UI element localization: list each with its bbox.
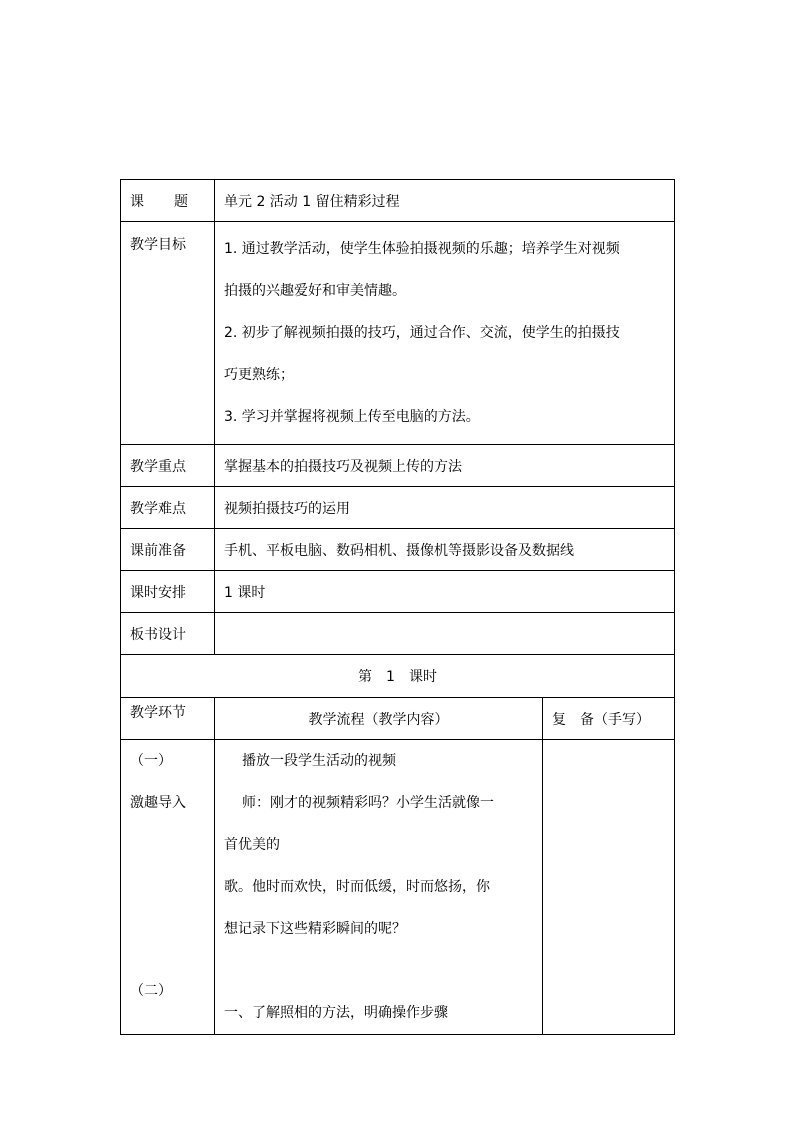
goals-label: 教学目标 (121, 222, 215, 445)
lesson-header-row (121, 655, 675, 698)
topic-row (121, 180, 675, 222)
stage-1-name: 激趣导入 (130, 795, 186, 811)
process-row (121, 740, 675, 1035)
schedule-row (121, 571, 675, 613)
stage-2-number: （二） (130, 983, 172, 999)
goals-row (121, 222, 675, 445)
board-label: 板书设计 (121, 613, 215, 655)
notes-header: 复 备（手写） (543, 698, 675, 740)
preparation-value: 手机、平板电脑、数码相机、摄像机等摄影设备及数据线 (215, 529, 675, 571)
stage-column (121, 740, 215, 1035)
schedule-value: 1 课时 (215, 571, 675, 613)
flow-column (215, 740, 543, 1035)
difficulties-value: 视频拍摄技巧的运用 (215, 487, 675, 529)
process-header-row (121, 698, 675, 740)
board-row (121, 613, 675, 655)
goal-line-3: 2. 初步了解视频拍摄的技巧，通过合作、交流，使学生的拍摄技 (224, 325, 620, 341)
stage-1-number: （一） (130, 753, 172, 769)
topic-value: 单元 2 活动 1 留住精彩过程 (215, 180, 675, 222)
difficulties-label: 教学难点 (121, 487, 215, 529)
key-points-value: 掌握基本的拍摄技巧及视频上传的方法 (215, 445, 675, 487)
preparation-label: 课前准备 (121, 529, 215, 571)
goal-line-4: 巧更熟练； (224, 367, 294, 383)
notes-column (543, 740, 675, 1035)
key-points-row (121, 445, 675, 487)
flow-line-3: 首优美的 (224, 837, 280, 853)
lesson-header: 第 1 课时 (121, 655, 675, 698)
flow-header: 教学流程（教学内容） (215, 698, 543, 740)
goal-line-1: 1. 通过教学活动，使学生体验拍摄视频的乐趣；培养学生对视频 (224, 241, 620, 257)
flow-line-1: 播放一段学生活动的视频 (242, 753, 396, 769)
goal-line-2: 拍摄的兴趣爱好和审美情趣。 (224, 283, 406, 299)
flow-line-5: 想记录下这些精彩瞬间的呢？ (224, 921, 406, 937)
schedule-label: 课时安排 (121, 571, 215, 613)
key-points-label: 教学重点 (121, 445, 215, 487)
flow-line-2: 师：刚才的视频精彩吗？小学生活就像一 (242, 795, 494, 811)
board-value (215, 613, 675, 655)
topic-label-a: 课 (130, 193, 144, 210)
difficulties-row (121, 487, 675, 529)
topic-label-b: 题 (174, 193, 188, 210)
lesson-plan-table (120, 179, 675, 1035)
goals-content (215, 222, 675, 445)
flow-line-6 (224, 950, 536, 992)
goal-line-5: 3. 学习并掌握将视频上传至电脑的方法。 (224, 409, 480, 425)
stage-header: 教学环节 (121, 698, 215, 740)
preparation-row (121, 529, 675, 571)
topic-label (121, 180, 215, 222)
flow-line-4: 歌。他时而欢快，时而低缓，时而悠扬，你 (224, 879, 490, 895)
flow-line-7: 一、了解照相的方法，明确操作步骤 (224, 1005, 448, 1021)
